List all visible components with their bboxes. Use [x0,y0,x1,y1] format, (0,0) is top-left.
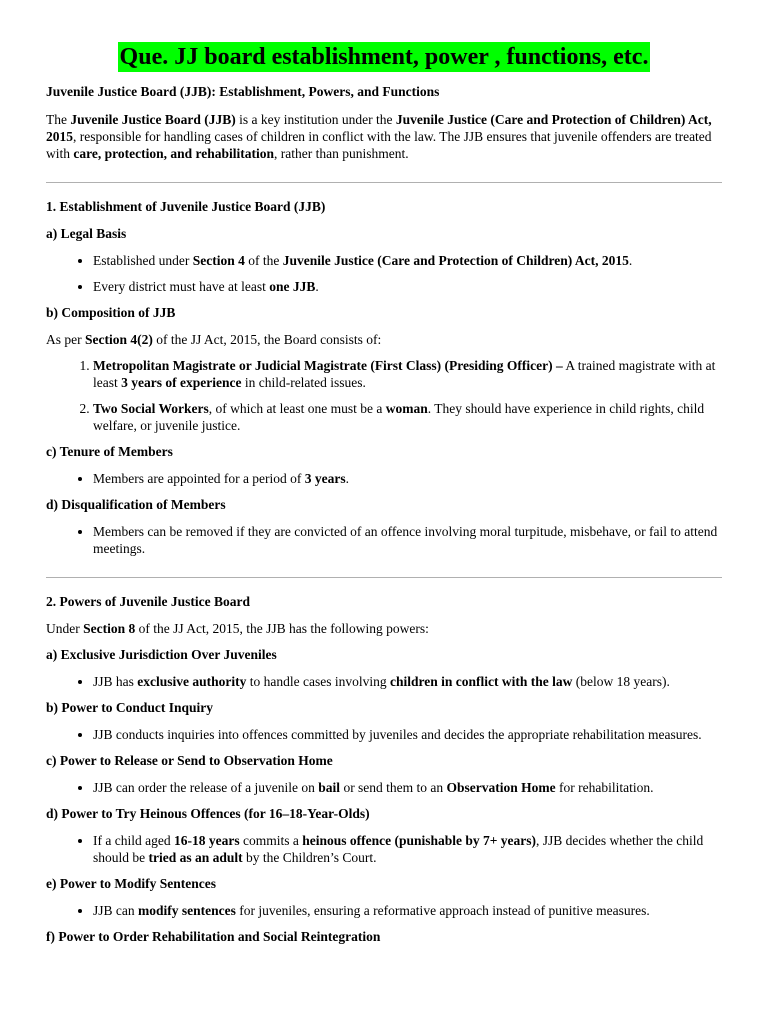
section-2e-list [46,902,722,919]
bold-span: woman [385,401,428,416]
text-span: commits a [239,833,303,848]
section-1b-heading: b) Composition of JJB [46,305,176,320]
list-item [93,832,722,866]
text-span: for rehabilitation. [555,780,654,795]
text-span: or send them to an [340,780,447,795]
text-span: If a child aged [93,833,174,848]
bold-span: Section 4 [192,253,245,268]
intro-text-4: , rather than punishment. [274,146,409,161]
bold-span: heinous offence (punishable by 7+ years) [302,833,537,848]
intro-text-2: is a key institution under the [235,112,396,127]
section-1-heading: 1. Establishment of Juvenile Justice Board (JJB) [46,199,326,214]
section-1b-paragraph [46,331,722,348]
section-2d-heading: d) Power to Try Heinous Offences (for 16–18-Year-Olds) [46,806,370,821]
page-title: Que. JJ board establishment, power , functions, etc. [119,44,649,70]
list-item: • JJB conducts inquiries into offences committed by juveniles and decides the appropriate rehabilitation measures. [93,726,722,743]
intro-bold-2: Juvenile Justice (Care and Protection of Children) Act, 2015 [46,112,712,144]
text-span: JJB has [93,674,138,689]
section-1a-list [46,252,722,295]
list-item [93,673,722,690]
text-span: to handle cases involving [246,674,390,689]
section-1a-heading: a) Legal Basis [46,226,127,241]
text-span: . [315,279,319,294]
section-1b-list [46,357,722,434]
section-2e-heading: e) Power to Modify Sentences [46,876,216,891]
list-item [93,278,722,295]
list-item [93,779,722,796]
text-span: of the JJ Act, 2015, the JJB has the following powers: [135,621,429,636]
section-2c-list [46,779,722,796]
text-span: , JJB decides whether the child should be [93,833,704,865]
bold-span: 3 years [304,471,346,486]
list-item: • Members can be removed if they are convicted of an offence involving moral turpitude, misbehave, or fail to attend meetings. [93,523,722,557]
section-2a-list [46,673,722,690]
bold-span: Section 4(2) [85,332,153,347]
intro-bold-1: Juvenile Justice Board (JJB) [70,112,236,127]
section-2d-list [46,832,722,866]
section-divider-2 [46,577,722,578]
bold-span: 16-18 years [173,833,240,848]
section-2-paragraph [46,620,722,637]
text-span: . [628,253,633,268]
section-1c-heading: c) Tenure of Members [46,444,173,459]
document-subtitle: Juvenile Justice Board (JJB): Establishment, Powers, and Functions [46,84,440,99]
bold-span: children in conflict with the law [390,674,573,689]
text-span: Every district must have at least [93,279,270,294]
list-item [93,357,722,391]
section-2-heading: 2. Powers of Juvenile Justice Board [46,594,250,609]
text-span: A trained magistrate with at least [93,358,716,390]
section-1c-list [46,470,722,487]
section-1d-list [46,523,722,557]
bold-span: tried as an adult [148,850,243,865]
bold-span: Section 8 [83,621,136,636]
text-span: Members are appointed for a period of [93,471,305,486]
bold-span: bail [318,780,341,795]
text-span: by the Children’s Court. [242,850,377,865]
section-divider-1 [46,182,722,183]
bold-span: Two Social Workers [93,401,209,416]
text-span: for juveniles, ensuring a reformative approach instead of punitive measures. [235,903,650,918]
text-span: Under [46,621,84,636]
text-span: , of which at least one must be a [208,401,386,416]
text-span: . [345,471,350,486]
bold-span: exclusive authority [137,674,247,689]
text-span: JJB can order the release of a juvenile on [93,780,319,795]
section-1d-heading: d) Disqualification of Members [46,497,226,512]
list-item [93,470,722,487]
section-2b-heading: b) Power to Conduct Inquiry [46,700,214,715]
bold-span: 3 years of experience [121,375,242,390]
text-span: . They should have experience in child rights, child welfare, or juvenile justice. [93,401,705,433]
text-span: JJB can [93,903,138,918]
intro-text-1: The [46,112,71,127]
list-item [93,252,722,269]
text-span: of the JJ Act, 2015, the Board consists of: [152,332,382,347]
title-wrapper [46,0,722,72]
intro-paragraph [46,111,722,162]
list-item [93,400,722,434]
intro-text-3: , responsible for handling cases of children in conflict with the law. The JJB ensures that juvenile offenders are treated with [46,129,712,161]
bold-span: modify sentences [138,903,236,918]
text-span: of the [244,253,283,268]
text-span: in child-related issues. [241,375,366,390]
bold-span: Observation Home [446,780,556,795]
section-2c-heading: c) Power to Release or Send to Observation Home [46,753,333,768]
section-2b-list [46,726,722,743]
bold-span: Juvenile Justice (Care and Protection of Children) Act, 2015 [282,253,629,268]
bold-span: Metropolitan Magistrate or Judicial Magistrate (First Class) (Presiding Officer) – [93,358,563,373]
section-2a-heading: a) Exclusive Jurisdiction Over Juveniles [46,647,277,662]
bold-span: one JJB [269,279,316,294]
section-2f-heading: f) Power to Order Rehabilitation and Social Reintegration [46,929,381,944]
text-span: (below 18 years). [572,674,670,689]
text-span: Established under [93,253,193,268]
intro-bold-3: care, protection, and rehabilitation [73,146,275,161]
list-item [93,902,722,919]
text-span: As per [46,332,85,347]
